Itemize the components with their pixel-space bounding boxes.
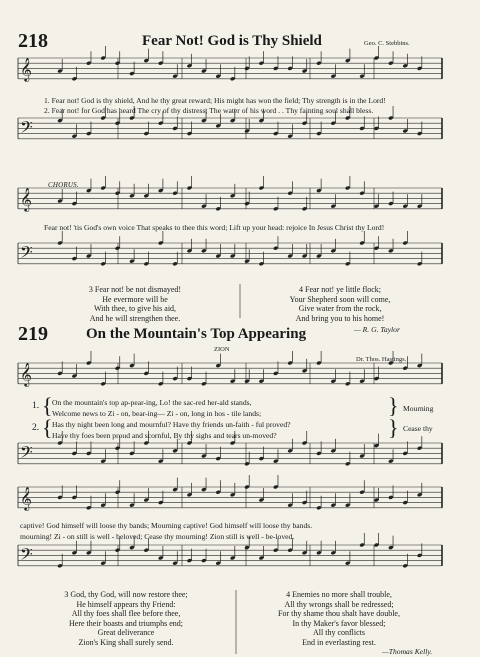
hymn-title: On the Mountain's Top Appearing: [86, 326, 307, 342]
verse-line: Has thy night been long and mournful? Have thy friends un-faith - ful proved?: [52, 420, 291, 429]
svg-text:𝄢: 𝄢: [20, 117, 33, 142]
stanza-3: 3 God, thy God, will now restore thee; He himself appears thy Friend: All thy foes shall flee before thee, Here their boasts and triumphs end; Great deliverance Zion's King shall surely send.: [64, 590, 188, 647]
stanza-4: 4 Fear not! ye little flock; Your Shepherd soon will come, Give water from the rock, And bring you to his home!: [289, 285, 391, 323]
chorus-line: Fear not! 'tis God's own voice That speaks to thee this word; Lift up your head: rejoice In Jesus Christ thy Lord!: [44, 223, 385, 232]
verse-number-2: 2.: [32, 422, 40, 433]
tune-name: ZION: [214, 346, 230, 353]
lyric-line: captive! God himself will loose thy bands; Mourning captive! God himself will loose thy bands.: [20, 521, 313, 530]
author: — R. G. Taylor: [354, 325, 400, 334]
brace: {: [42, 415, 53, 440]
verse-line: 1. Fear not! God is thy shield, And he thy great reward; His might has won the field; Thy strength is in the Lord!: [44, 96, 386, 105]
svg-text:𝄞: 𝄞: [20, 187, 32, 212]
svg-text:𝄢: 𝄢: [20, 544, 33, 569]
verse-line: 2. Fear not! for God has heard The cry of thy distress; The water of his word . . Thy fainting soul shall bless.: [44, 106, 374, 115]
chorus-label: CHORUS.: [48, 181, 79, 189]
hymn-title: Fear Not! God is Thy Shield: [142, 33, 322, 49]
svg-text:𝄞: 𝄞: [20, 362, 32, 387]
stanza-4: 4 Enemies no more shall trouble, All thy wrongs shall be redressed; For thy shame thou shalt have double, In thy Maker's favor blessed; All thy conflicts End in everlasting rest.: [278, 590, 400, 647]
refrain-word: Mourning: [403, 404, 434, 413]
brace: }: [388, 415, 399, 440]
svg-text:𝄞: 𝄞: [20, 486, 32, 511]
composer: Geo. C. Stebbins.: [364, 40, 410, 47]
hymn-number: 218: [18, 30, 48, 52]
verse-line: Have thy foes been proud and scornful, By thy sighs and tears un-moved?: [52, 431, 277, 440]
refrain-word: Cease thy: [403, 424, 433, 433]
verse-line: On the mountain's top ap-pear-ing, Lo! the sac-red her-ald stands,: [52, 398, 252, 407]
stanza-3: 3 Fear not! be not dismayed! He evermore will be With thee, to give his aid, And he will strengthen thee.: [88, 285, 182, 323]
hymn-number: 219: [18, 323, 48, 345]
author: —Thomas Kelly.: [382, 647, 433, 656]
svg-text:𝄢: 𝄢: [20, 242, 33, 267]
lyric-line: mourning! Zi - on still is well - beloved; Cease thy mourning! Zion still is well - be-loved.: [20, 532, 295, 541]
svg-text:𝄢: 𝄢: [20, 442, 33, 467]
svg-text:𝄞: 𝄞: [20, 57, 32, 82]
verse-number-1: 1.: [32, 400, 40, 411]
brace: }: [388, 393, 399, 418]
verse-line: Welcome news to Zi - on, bear-ing— Zi - on, long in hos - tile lands;: [52, 409, 262, 418]
composer: Dr. Thos. Hastings.: [356, 356, 407, 363]
brace: {: [42, 393, 53, 418]
